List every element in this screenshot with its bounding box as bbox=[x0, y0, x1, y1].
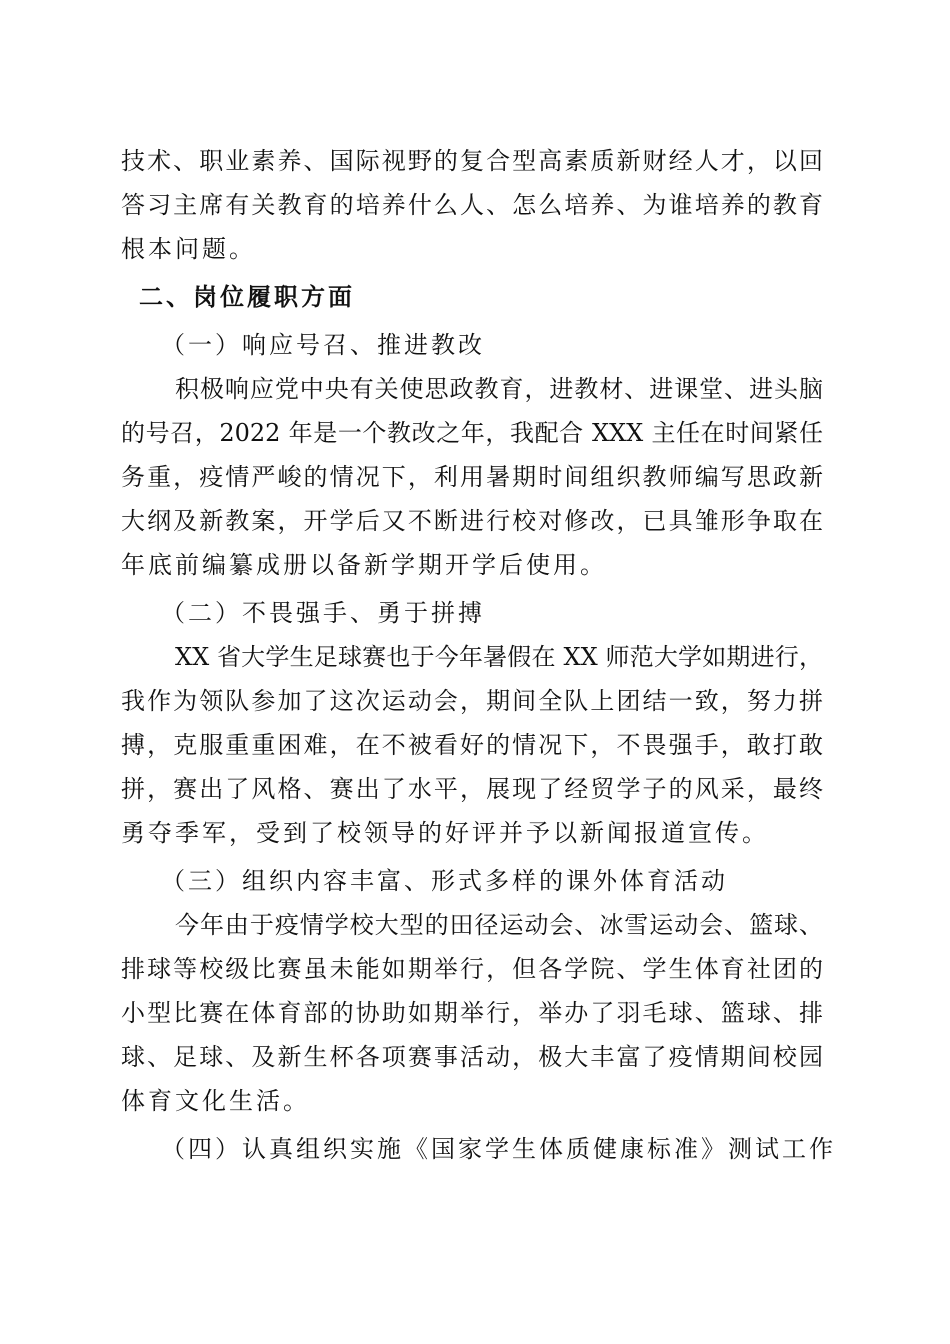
paragraph-line: 体育文化生活。 bbox=[121, 1087, 310, 1115]
subsection-heading: （三）组织内容丰富、形式多样的课外体育活动 bbox=[161, 867, 728, 895]
paragraph-line: 排球等校级比赛虽未能如期举行，但各学院、学生体育社团的 bbox=[121, 955, 823, 983]
paragraph-line: 的号召，2022 年是一个教改之年，我配合 XXX 主任在时间紧任 bbox=[121, 419, 823, 447]
paragraph-line: XX 省大学生足球赛也于今年暑假在 XX 师范大学如期进行， bbox=[175, 643, 823, 671]
paragraph-line: 务重，疫情严峻的情况下，利用暑期时间组织教师编写思政新 bbox=[121, 463, 823, 491]
paragraph-line: 技术、职业素养、国际视野的复合型高素质新财经人才，以回 bbox=[121, 147, 823, 175]
paragraph-line: 答习主席有关教育的培养什么人、怎么培养、为谁培养的教育 bbox=[121, 191, 823, 219]
paragraph-line: 年底前编纂成册以备新学期开学后使用。 bbox=[121, 551, 607, 579]
document-page bbox=[121, 139, 836, 1171]
paragraph-line: 大纲及新教案，开学后又不断进行校对修改，已具雏形争取在 bbox=[121, 507, 823, 535]
subsection-heading: （二）不畏强手、勇于拼搏 bbox=[161, 599, 485, 627]
paragraph-line: 搏，克服重重困难，在不被看好的情况下，不畏强手，敢打敢 bbox=[121, 731, 823, 759]
subsection-heading: （一）响应号召、推进教改 bbox=[161, 331, 485, 359]
paragraph-line: 积极响应党中央有关使思政教育，进教材、进课堂、进头脑 bbox=[175, 375, 823, 403]
paragraph-line: 今年由于疫情学校大型的田径运动会、冰雪运动会、篮球、 bbox=[175, 911, 823, 939]
paragraph-line: 拼，赛出了风格、赛出了水平，展现了经贸学子的风采，最终 bbox=[121, 775, 823, 803]
paragraph-line: 根本问题。 bbox=[121, 235, 256, 263]
paragraph-line: 勇夺季军，受到了校领导的好评并予以新闻报道宣传。 bbox=[121, 819, 769, 847]
paragraph-line: 小型比赛在体育部的协助如期举行，举办了羽毛球、篮球、排 bbox=[121, 999, 823, 1027]
paragraph-line: 我作为领队参加了这次运动会，期间全队上团结一致，努力拼 bbox=[121, 687, 823, 715]
section-heading: 二、岗位履职方面 bbox=[139, 282, 355, 311]
subsection-heading: （四）认真组织实施《国家学生体质健康标准》测试工作 bbox=[161, 1135, 836, 1163]
paragraph-line: 球、足球、及新生杯各项赛事活动，极大丰富了疫情期间校园 bbox=[121, 1043, 823, 1071]
